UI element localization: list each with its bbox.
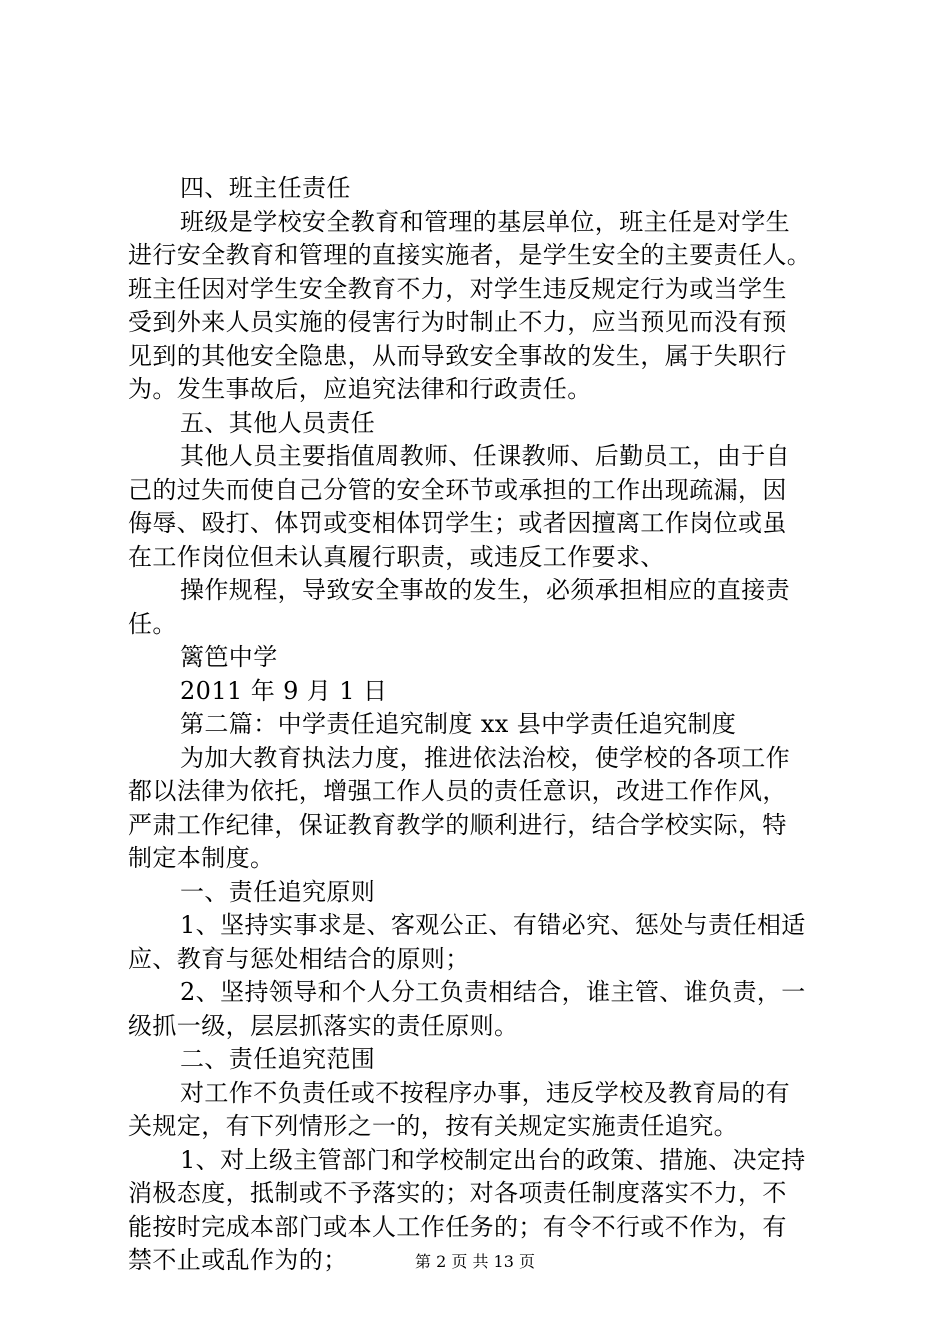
document-line: 操作规程，导致安全事故的发生，必须承担相应的直接责 [180, 576, 790, 604]
document-line: 2011 年 9 月 1 日 [180, 676, 388, 705]
document-line: 制定本制度。 [128, 844, 275, 872]
document-line: 见到的其他安全隐患，从而导致安全事故的发生，属于失职行 [128, 341, 787, 370]
document-line: 任。 [128, 609, 177, 638]
document-line: 级抓一级，层层抓落实的责任原则。 [128, 1011, 519, 1040]
page-footer: 第 2 页 共 13 页 [415, 1252, 535, 1271]
document-line: 四、班主任责任 [180, 174, 351, 202]
document-line: 侮辱、殴打、体罚或变相体罚学生；或者因擅离工作岗位或虽 [128, 509, 787, 537]
document-line: 为。发生事故后，应追究法律和行政责任。 [128, 375, 592, 403]
document-line: 都以法律为依托，增强工作人员的责任意识，改进工作作风， [128, 777, 787, 805]
document-line: 五、其他人员责任 [180, 408, 376, 437]
document-line: 己的过失而使自己分管的安全环节或承担的工作出现疏漏，因 [128, 475, 787, 504]
document-line: 2、坚持领导和个人分工负责相结合，谁主管、谁负责，一 [180, 978, 806, 1006]
document-line: 关规定，有下列情形之一的，按有关规定实施责任追究。 [128, 1112, 738, 1140]
document-line: 禁不止或乱作为的； [128, 1246, 348, 1274]
document-line: 1、对上级主管部门和学校制定出台的政策、措施、决定持 [180, 1145, 806, 1174]
document-line: 第二篇：中学责任追究制度 xx 县中学责任追究制度 [180, 710, 737, 738]
document-line: 受到外来人员实施的侵害行为时制止不力，应当预见而没有预 [128, 308, 787, 336]
document-line: 二、责任追究范围 [180, 1045, 376, 1073]
document-body [128, 172, 828, 1278]
document-line: 能按时完成本部门或本人工作任务的；有令不行或不作为，有 [128, 1212, 787, 1241]
document-line: 进行安全教育和管理的直接实施者，是学生安全的主要责任人。 [128, 241, 812, 269]
document-line: 严肃工作纪律，保证教育教学的顺利进行，结合学校实际，特 [128, 810, 787, 839]
document-line: 1、坚持实事求是、客观公正、有错必究、惩处与责任相适 [180, 911, 806, 939]
document-line: 消极态度，抵制或不予落实的；对各项责任制度落实不力，不 [128, 1179, 787, 1207]
document-line: 一、责任追究原则 [180, 877, 376, 906]
document-line: 为加大教育执法力度，推进依法治校，使学校的各项工作 [180, 743, 790, 772]
document-line: 班级是学校安全教育和管理的基层单位，班主任是对学生 [180, 207, 790, 236]
document-line: 在工作岗位但未认真履行职责，或违反工作要求、 [128, 542, 665, 571]
document-line: 班主任因对学生安全教育不力，对学生违反规定行为或当学生 [128, 274, 787, 303]
document-line: 应、教育与惩处相结合的原则； [128, 944, 470, 973]
document-line: 对工作不负责任或不按程序办事，违反学校及教育局的有 [180, 1078, 790, 1107]
document-line: 其他人员主要指值周教师、任课教师、后勤员工，由于自 [180, 442, 790, 470]
document-line: 篱笆中学 [180, 643, 278, 671]
